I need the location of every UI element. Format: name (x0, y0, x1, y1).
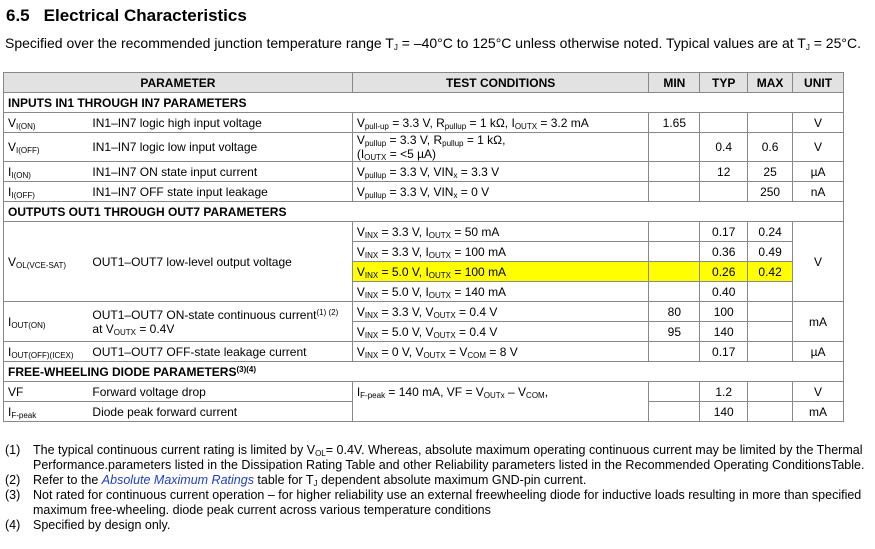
test-condition: $V_{INX} = 3.3$ V, $I_{OUTX} = 100$ mA (352, 242, 649, 262)
typ-value: 140 (700, 322, 748, 342)
unit-value: mA (793, 302, 844, 342)
header-typ: TYP (700, 73, 748, 93)
param-symbol: $V_{I(ON)}$ (4, 113, 89, 133)
unit-value: V (793, 113, 844, 133)
header-unit: UNIT (793, 73, 844, 93)
typ-value: 0.40 (700, 282, 748, 302)
max-value: 250 (748, 182, 793, 202)
test-condition: $V_{INX} = 5.0$ V, $V_{OUTX} = 0.4$ V (352, 322, 649, 342)
test-condition: $V_{pullup} = 3.3$ V, $R_{pullup} = 1$ kΩ, ($I_{OUTX} = <5$ µA) (352, 133, 649, 162)
param-desc: OUT1–OUT7 ON-state continuous current$^{(1) (2)}$ at $V_{OUTX} = 0.4V$ (88, 302, 352, 342)
min-value (649, 342, 700, 362)
test-condition: $V_{INX} = 3.3$ V, $V_{OUTX} = 0.4$ V (352, 302, 649, 322)
typ-value: 140 (700, 402, 748, 422)
table-row (4, 113, 844, 133)
typ-value: 0.17 (700, 222, 748, 242)
table-header-row (4, 73, 844, 93)
param-symbol: $I_{F-peak}$ (4, 402, 89, 422)
electrical-characteristics-table (3, 72, 844, 422)
section-row-inputs: INPUTS IN1 THROUGH IN7 PARAMETERS (4, 93, 844, 113)
max-value: 0.49 (748, 242, 793, 262)
unit-value: µA (793, 162, 844, 182)
typ-value (700, 182, 748, 202)
min-value (649, 262, 700, 282)
test-condition: $I_{F-peak} = 140$ mA, VF = $V_{OUTx} - V_{COM}$, (352, 382, 649, 402)
max-value: 0.42 (748, 262, 793, 282)
test-condition: $V_{pull-up} = 3.3$ V, $R_{pullup} = 1$ kΩ, $I_{OUTX} = 3.2$ mA (352, 113, 649, 133)
param-desc: OUT1–OUT7 low-level output voltage (88, 222, 352, 302)
param-desc: Diode peak forward current (88, 402, 352, 422)
param-symbol: $I_{OUT(OFF)(ICEX)}$ (4, 342, 89, 362)
footnote: (3) Not rated for continuous current operation – for higher reliability use an external freewheeling diode for inductive loads resulting in more than specified maximum free-wheeling. diode peak current across various temperature conditions (5, 488, 862, 517)
header-min: MIN (649, 73, 700, 93)
test-condition: $V_{INX} = 5.0$ V, $I_{OUTX} = 100$ mA (352, 262, 649, 282)
unit-value: V (793, 133, 844, 162)
unit-value: µA (793, 342, 844, 362)
typ-value: 0.17 (700, 342, 748, 362)
header-max: MAX (748, 73, 793, 93)
max-value (748, 382, 793, 402)
max-value (748, 342, 793, 362)
footnote: (2) Refer to the Absolute Maximum Ratings table for $T_J$ dependent absolute maximum GND-pin current. (5, 473, 587, 488)
param-symbol: $V_{I(OFF)}$ (4, 133, 89, 162)
max-value (748, 113, 793, 133)
param-desc: IN1–IN7 ON state input current (88, 162, 352, 182)
unit-value: mA (793, 402, 844, 422)
unit-value: V (793, 222, 844, 302)
table-row (4, 402, 844, 422)
typ-value: 0.36 (700, 242, 748, 262)
param-symbol: VF (4, 382, 89, 402)
section-heading (6, 6, 247, 26)
max-value: 0.24 (748, 222, 793, 242)
param-desc: IN1–IN7 logic low input voltage (88, 133, 352, 162)
section-number: 6.5 (6, 6, 30, 25)
max-value: 0.6 (748, 133, 793, 162)
table-row (4, 133, 844, 162)
footnote: (4) Specified by design only. (5, 518, 171, 532)
min-value: 1.65 (649, 113, 700, 133)
max-value: 25 (748, 162, 793, 182)
absolute-maximum-ratings-link[interactable]: Absolute Maximum Ratings (101, 473, 254, 487)
test-condition: $V_{INX} = 5.0$ V, $I_{OUTX} = 140$ mA (352, 282, 649, 302)
test-condition: $V_{pullup} = 3.3$ V, $VIN_x = 3.3$ V (352, 162, 649, 182)
param-symbol: $I_{OUT(ON)}$ (4, 302, 89, 342)
header-parameter: PARAMETER (4, 73, 353, 93)
table-row (4, 342, 844, 362)
max-value (748, 402, 793, 422)
table-row (4, 302, 844, 322)
min-value (649, 182, 700, 202)
header-test-conditions: TEST CONDITIONS (352, 73, 649, 93)
min-value (649, 242, 700, 262)
min-value (649, 162, 700, 182)
table-row (4, 162, 844, 182)
param-symbol: $I_{I(ON)}$ (4, 162, 89, 182)
param-desc: IN1–IN7 OFF state input leakage (88, 182, 352, 202)
intro-text: Specified over the recommended junction temperature range $T_J = -40^\circ C$ to 125°C unless otherwise noted. Typical values are at $T_J = 25^\circ C$. (5, 35, 861, 52)
min-value (649, 402, 700, 422)
param-desc: Forward voltage drop (88, 382, 352, 402)
section-title: Electrical Characteristics (43, 6, 247, 25)
param-desc: IN1–IN7 logic high input voltage (88, 113, 352, 133)
test-condition: $V_{INX} = 3.3$ V, $I_{OUTX} = 50$ mA (352, 222, 649, 242)
test-condition: $V_{INX} = 0$ V, $V_{OUTX} = V_{COM} = 8$ V (352, 342, 649, 362)
section-row-diode: FREE-WHEELING DIODE $PARAMETERS^{(3)(4)}$ (4, 362, 844, 382)
param-symbol: $V_{OL(VCE-SAT)}$ (4, 222, 89, 302)
max-value (748, 282, 793, 302)
unit-value: nA (793, 182, 844, 202)
footnotes (5, 443, 865, 533)
param-symbol: $I_{I(OFF)}$ (4, 182, 89, 202)
min-value (649, 382, 700, 402)
test-condition (352, 402, 649, 422)
table-row (4, 222, 844, 242)
max-value (748, 322, 793, 342)
typ-value: 100 (700, 302, 748, 322)
typ-value: 12 (700, 162, 748, 182)
min-value: 80 (649, 302, 700, 322)
min-value: 95 (649, 322, 700, 342)
table-row (4, 382, 844, 402)
max-value (748, 302, 793, 322)
unit-value: V (793, 382, 844, 402)
typ-value (700, 113, 748, 133)
footnote: (1) The typical continuous current rating is limited by $V_{OL}= 0.4V$. Whereas, absolute maximum operating continuous current may be limited by the Thermal Performance.parameters listed in the Dissipation Rating Table and other Reliability parameters listed in the Recommended Operating ConditionsTable. (5, 443, 865, 472)
table-row (4, 182, 844, 202)
typ-value: 0.26 (700, 262, 748, 282)
typ-value: 1.2 (700, 382, 748, 402)
min-value (649, 222, 700, 242)
min-value (649, 282, 700, 302)
param-desc: OUT1–OUT7 OFF-state leakage current (88, 342, 352, 362)
test-condition: $V_{pullup} = 3.3$ V, $VIN_x = 0$ V (352, 182, 649, 202)
typ-value: 0.4 (700, 133, 748, 162)
min-value (649, 133, 700, 162)
section-row-outputs: OUTPUTS OUT1 THROUGH OUT7 PARAMETERS (4, 202, 844, 222)
